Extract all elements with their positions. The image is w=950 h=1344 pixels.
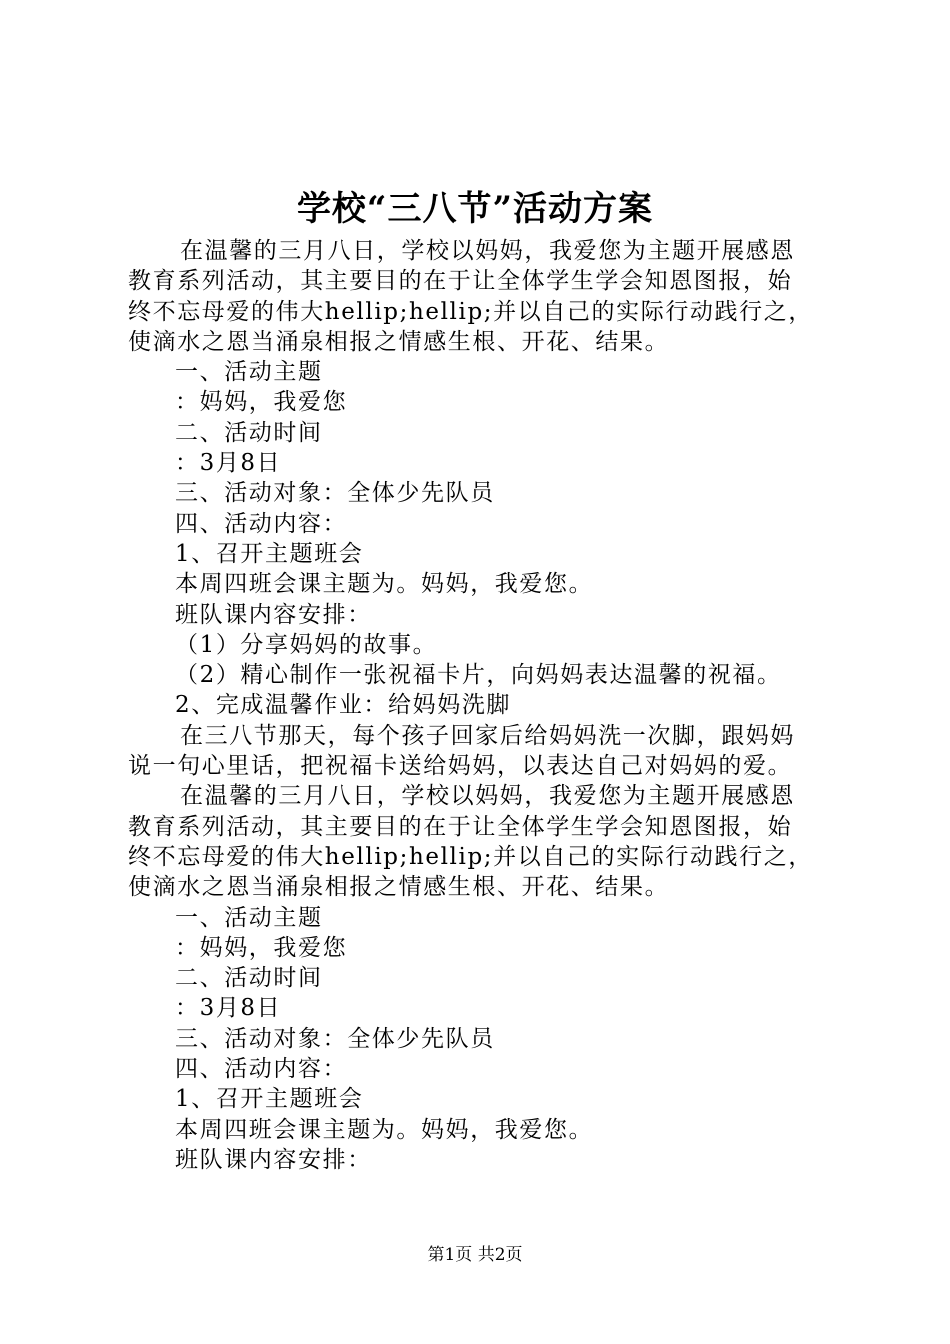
paragraph-line: ：3月8日 xyxy=(175,995,282,1022)
list-item: （2）精心制作一张祝福卡片，向妈妈表达温馨的祝福。 xyxy=(175,662,782,689)
section-heading: 一、活动主题 xyxy=(175,359,323,386)
document-body xyxy=(128,236,844,1175)
list-item: 2、完成温馨作业：给妈妈洗脚 xyxy=(175,692,512,719)
section-heading: 四、活动内容： xyxy=(175,510,348,537)
section-heading: 四、活动内容： xyxy=(175,1056,348,1083)
paragraph-line: 在三八节那天，每个孩子回家后给妈妈洗一次脚，跟妈妈 xyxy=(180,722,795,749)
paragraph-line: 本周四班会课主题为。妈妈，我爱您。 xyxy=(175,1116,594,1143)
list-item: 1、召开主题班会 xyxy=(175,1086,364,1113)
section-heading: 二、活动时间 xyxy=(175,419,323,446)
paragraph-line: 终不忘母爱的伟大hellip;hellip;并以自己的实际行动践行之， xyxy=(128,843,813,870)
paragraph-line: ：妈妈，我爱您 xyxy=(175,934,348,961)
section-heading: 二、活动时间 xyxy=(175,965,323,992)
paragraph-line: 班队课内容安排： xyxy=(175,1146,372,1173)
paragraph-line: 在温馨的三月八日，学校以妈妈，我爱您为主题开展感恩 xyxy=(180,783,795,810)
paragraph-line: 终不忘母爱的伟大hellip;hellip;并以自己的实际行动践行之， xyxy=(128,298,813,325)
list-item: （1）分享妈妈的故事。 xyxy=(175,631,438,658)
section-heading: 一、活动主题 xyxy=(175,904,323,931)
paragraph-line: 说一句心里话，把祝福卡送给妈妈，以表达自己对妈妈的爱。 xyxy=(128,753,793,780)
paragraph-line: 本周四班会课主题为。妈妈，我爱您。 xyxy=(175,571,594,598)
page-number-footer: 第1页 共2页 xyxy=(427,1245,523,1265)
document-title: 学校“三八节”活动方案 xyxy=(296,189,654,229)
paragraph-line: 班队课内容安排： xyxy=(175,601,372,628)
paragraph-line: 在温馨的三月八日，学校以妈妈，我爱您为主题开展感恩 xyxy=(180,238,795,264)
paragraph-line: ：妈妈，我爱您 xyxy=(175,389,348,416)
section-heading: 三、活动对象：全体少先队员 xyxy=(175,480,495,507)
paragraph-line: 教育系列活动，其主要目的在于让全体学生学会知恩图报，始 xyxy=(128,268,793,295)
paragraph-line: 教育系列活动，其主要目的在于让全体学生学会知恩图报，始 xyxy=(128,813,793,840)
paragraph-line: 使滴水之恩当涌泉相报之情感生根、开花、结果。 xyxy=(128,328,670,355)
paragraph-line: ：3月8日 xyxy=(175,450,282,477)
section-heading: 三、活动对象：全体少先队员 xyxy=(175,1025,495,1052)
list-item: 1、召开主题班会 xyxy=(175,540,364,567)
paragraph-line: 使滴水之恩当涌泉相报之情感生根、开花、结果。 xyxy=(128,874,670,901)
